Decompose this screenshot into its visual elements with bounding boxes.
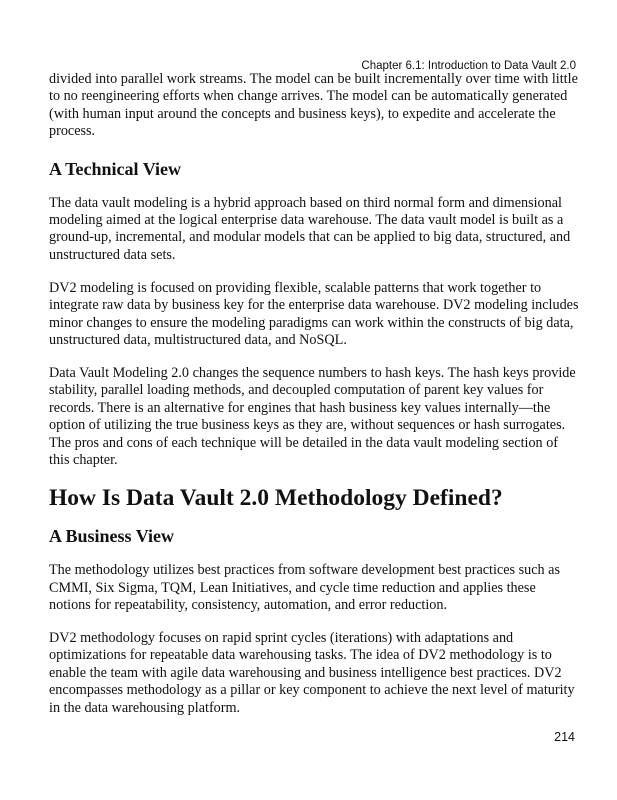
running-header: Chapter 6.1: Introduction to Data Vault 2.0 (361, 60, 576, 72)
page-number: 214 (554, 730, 575, 744)
page-content (49, 71, 579, 717)
business-view-paragraph-2: DV2 methodology focuses on rapid sprint cycles (iterations) with adaptations and optimizations for repeatable data warehousing tasks. The idea of DV2 methodology is to enable the team with agile data warehousing and business intelligence best practices. DV2 encompasses methodology as a pillar or key component to achieve the next level of maturity in the data warehousing platform. (49, 630, 575, 716)
heading-business-view: A Business View (49, 526, 175, 547)
technical-view-paragraph-2: DV2 modeling is focused on providing flexible, scalable patterns that work together to integrate raw data by business key for the enterprise data warehouse. DV2 modeling includes minor changes to ensure the modeling paradigms can work within the constructs of big data, unstructured data, multistructured data, and NoSQL. (49, 279, 579, 348)
business-view-paragraph-1: The methodology utilizes best practices from software development best practices such as CMMI, Six Sigma, TQM, Lean Initiatives, and cycle time reduction and applies these notions for repeatability, consistency, automation, and error reduction. (49, 562, 560, 614)
intro-paragraph: divided into parallel work streams. The model can be built incrementally over time with little to no reengineering efforts when change arrives. The model can be automatically generated (with human input around the concepts and business keys), to expedite and accelerate the process. (49, 71, 578, 140)
technical-view-paragraph-3: Data Vault Modeling 2.0 changes the sequence numbers to hash keys. The hash keys provide stability, parallel loading methods, and decoupled computation of parent key values for records. There is an alternative for engines that hash business key values internally—the option of utilizing the true business keys as they are, without sequences or hash surrogates. The pros and cons of each technique will be detailed in the data vault modeling section of this chapter. (49, 364, 576, 468)
technical-view-paragraph-1: The data vault modeling is a hybrid approach based on third normal form and dimensional modeling aimed at the logical enterprise data warehouse. The data vault model is built as a ground-up, incremental, and modular models that can be applied to big data, structured, and unstructured data sets. (49, 194, 571, 263)
heading-technical-view: A Technical View (49, 158, 182, 179)
heading-methodology-defined: How Is Data Vault 2.0 Methodology Defined? (49, 485, 503, 512)
